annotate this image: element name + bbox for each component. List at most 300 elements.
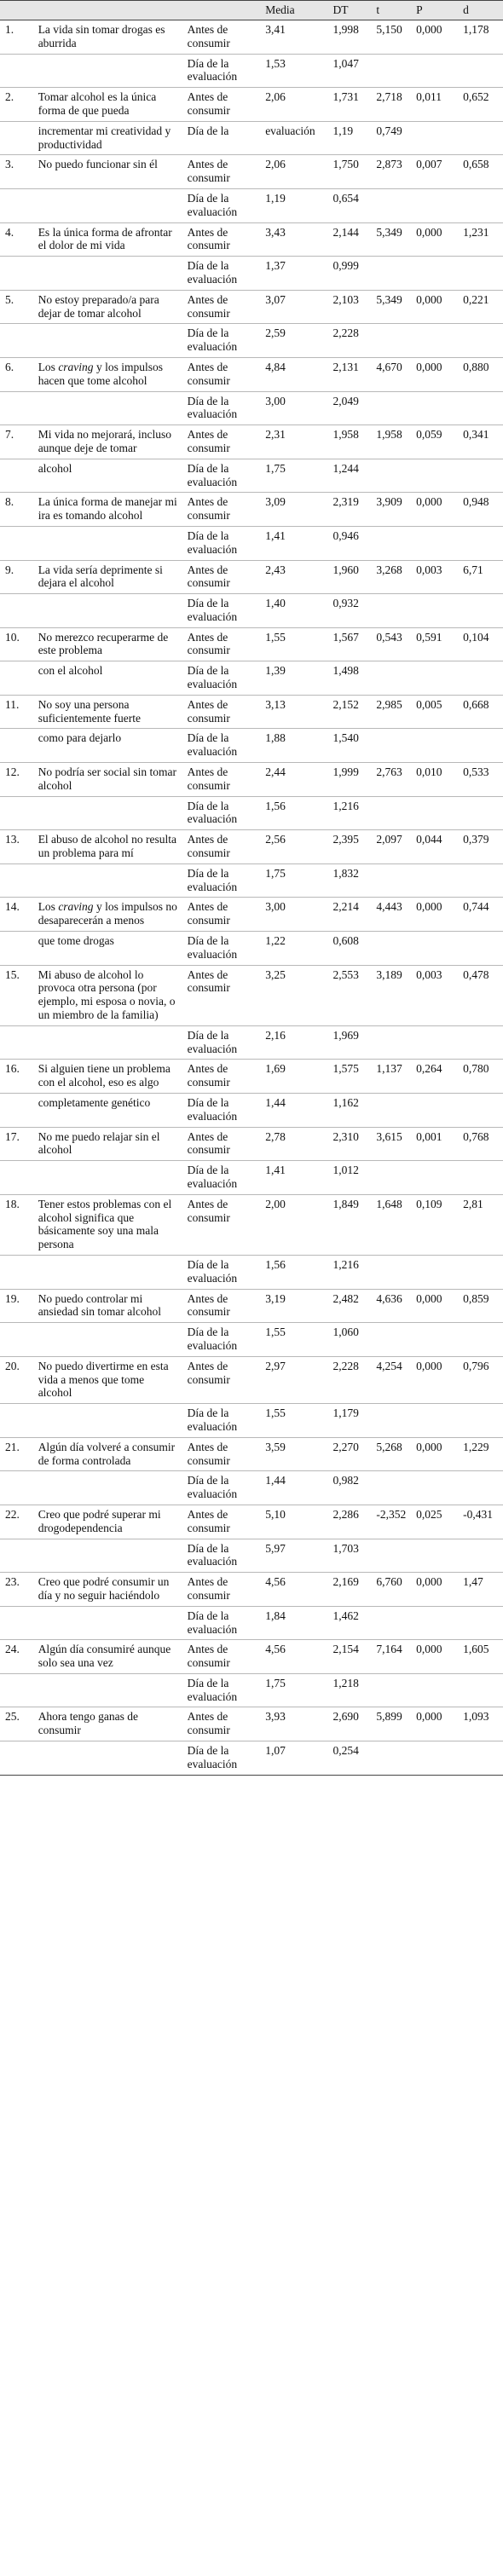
- row-dt-value: 2,154: [332, 1643, 359, 1656]
- row-t-value: [373, 1741, 413, 1776]
- row-media-value: 1,75: [265, 1676, 286, 1689]
- row-media-value: 2,06: [265, 158, 286, 171]
- row-number: 9.: [5, 563, 14, 576]
- row-item-text: Mi abuso de alcohol lo provoca otra persona (por ejemplo, mi esposa o novia, o un miembro de la familia): [38, 967, 176, 1022]
- row-time-label: Antes de consumir: [187, 697, 230, 725]
- row-item-text: [35, 863, 184, 898]
- row-item-text: No merezco recuperarme de este problema: [38, 630, 169, 657]
- row-time-label: Antes de consumir: [187, 1643, 230, 1670]
- row-item-text: incrementar mi creatividad y productividad: [38, 124, 171, 151]
- row-time-label: Día de la evaluación: [187, 1474, 238, 1501]
- table-row: [0, 526, 503, 560]
- table-row: [0, 357, 503, 391]
- row-p-value: [413, 526, 460, 560]
- row-p-value: [413, 391, 460, 425]
- row-p-value: 0,000: [416, 900, 442, 914]
- row-t-value: 7,164: [376, 1643, 402, 1656]
- header-item: [35, 1, 184, 20]
- row-item-text: [35, 1606, 184, 1640]
- row-item-text: Si alguien tiene un problema con el alcohol, eso es algo: [38, 1062, 171, 1089]
- row-time-label: Antes de consumir: [187, 630, 230, 657]
- row-d-value: 2,81: [463, 1197, 483, 1210]
- table-row: [0, 1573, 503, 1607]
- row-dt-value: 2,131: [332, 360, 359, 373]
- table-row: [0, 661, 503, 696]
- row-item-text: [35, 391, 184, 425]
- row-media-value: 1,19: [265, 191, 286, 205]
- row-t-value: 1,648: [376, 1197, 402, 1210]
- row-p-value: [413, 459, 460, 493]
- row-t-value: 3,615: [376, 1129, 402, 1143]
- row-time-label: Antes de consumir: [187, 833, 230, 860]
- row-d-value: [460, 1673, 503, 1707]
- row-d-value: [460, 324, 503, 358]
- row-dt-value: 2,310: [332, 1129, 359, 1143]
- row-item-text: [35, 1673, 184, 1707]
- row-number: 17.: [5, 1129, 20, 1143]
- row-item-text: Creo que podré superar mi drogodependencia: [38, 1507, 161, 1534]
- row-number: [0, 526, 35, 560]
- row-media-value: 2,00: [265, 1197, 286, 1210]
- row-t-value: 2,763: [376, 765, 402, 779]
- row-media-value: 3,59: [265, 1440, 286, 1453]
- row-number: 8.: [5, 495, 14, 509]
- row-number: [0, 1539, 35, 1573]
- row-media-value: 1,39: [265, 664, 286, 678]
- row-media-value: 3,00: [265, 900, 286, 914]
- row-time-label: Día de la evaluación: [187, 1609, 238, 1636]
- row-item-text: El abuso de alcohol no resulta un problema para mí: [38, 833, 177, 860]
- row-time-label: Día de la evaluación: [187, 799, 238, 826]
- table-row: [0, 155, 503, 189]
- table-row: [0, 1161, 503, 1195]
- row-d-value: 0,379: [463, 833, 489, 846]
- table-row: [0, 898, 503, 932]
- row-media-value: 1,88: [265, 731, 286, 745]
- row-time-label: Antes de consumir: [187, 1129, 230, 1157]
- row-p-value: 0,011: [416, 90, 442, 104]
- row-item-text: [35, 324, 184, 358]
- row-item-term: craving: [58, 360, 94, 373]
- row-item-term: craving: [58, 900, 94, 914]
- row-t-value: [373, 1673, 413, 1707]
- row-time-label: Antes de consumir: [187, 495, 230, 523]
- row-d-value: 0,780: [463, 1062, 489, 1076]
- table-row: [0, 1255, 503, 1289]
- table-row: [0, 1673, 503, 1707]
- row-p-value: [413, 1539, 460, 1573]
- row-p-value: [413, 1606, 460, 1640]
- row-number: 11.: [5, 697, 20, 711]
- row-d-value: 1,229: [463, 1440, 489, 1453]
- row-p-value: 0,000: [416, 1575, 442, 1589]
- row-dt-value: 1,012: [332, 1164, 359, 1177]
- row-media-value: 3,09: [265, 495, 286, 509]
- row-p-value: 0,025: [416, 1507, 442, 1521]
- header-media: Media: [262, 1, 329, 20]
- row-dt-value: 1,575: [332, 1062, 359, 1076]
- row-number: [0, 1471, 35, 1505]
- row-media-value: 5,97: [265, 1541, 286, 1555]
- row-p-value: [413, 1255, 460, 1289]
- row-time-label: Antes de consumir: [187, 360, 230, 387]
- row-t-value: [373, 1471, 413, 1505]
- row-number: [0, 1094, 35, 1128]
- row-item-text: con el alcohol: [38, 664, 103, 678]
- row-media-value: 1,53: [265, 56, 286, 70]
- row-media-value: 1,41: [265, 528, 286, 542]
- row-item-text: [35, 594, 184, 628]
- row-item-text: [35, 1741, 184, 1776]
- row-time-label: Día de la evaluación: [187, 731, 238, 759]
- row-number: [0, 1606, 35, 1640]
- row-d-value: [460, 1255, 503, 1289]
- row-d-value: [460, 1323, 503, 1357]
- row-t-value: 3,189: [376, 967, 402, 981]
- row-t-value: 3,909: [376, 495, 402, 509]
- row-d-value: [460, 1025, 503, 1060]
- row-t-value: [373, 391, 413, 425]
- row-time-label: Día de la evaluación: [187, 394, 238, 421]
- row-t-value: 5,349: [376, 225, 402, 239]
- row-p-value: 0,264: [416, 1062, 442, 1076]
- row-d-value: 0,768: [463, 1129, 489, 1143]
- row-p-value: [413, 1094, 460, 1128]
- row-time-label: Día de la evaluación: [187, 326, 238, 354]
- row-media-value: 3,13: [265, 697, 286, 711]
- row-t-value: [373, 863, 413, 898]
- row-media-value: 4,56: [265, 1643, 286, 1656]
- row-dt-value: 2,286: [332, 1507, 359, 1521]
- row-dt-value: 0,654: [332, 191, 359, 205]
- row-dt-value: 1,849: [332, 1197, 359, 1210]
- table-row: [0, 1060, 503, 1094]
- row-time-label: Día de la evaluación: [187, 461, 238, 488]
- row-p-value: [413, 324, 460, 358]
- row-number: 2.: [5, 90, 14, 104]
- row-dt-value: 2,395: [332, 833, 359, 846]
- row-media-value: 1,84: [265, 1609, 286, 1622]
- row-time-label: Día de la evaluación: [187, 1164, 238, 1190]
- row-p-value: 0,003: [416, 563, 442, 576]
- row-dt-value: 0,932: [332, 597, 359, 610]
- row-media-value: 1,69: [265, 1062, 286, 1076]
- row-time-label: Día de la evaluación: [187, 1257, 238, 1285]
- table-row: [0, 1707, 503, 1741]
- row-p-value: [413, 1673, 460, 1707]
- table-row: [0, 493, 503, 527]
- row-time-label: Día de la evaluación: [187, 1326, 238, 1352]
- row-p-value: 0,010: [416, 765, 442, 779]
- row-dt-value: 1,218: [332, 1676, 359, 1689]
- row-number: [0, 324, 35, 358]
- row-number: 25.: [5, 1710, 20, 1724]
- row-dt-value: 1,462: [332, 1609, 359, 1622]
- row-t-value: [373, 796, 413, 830]
- row-p-value: 0,000: [416, 360, 442, 373]
- row-item-text: [35, 1025, 184, 1060]
- row-item-text: [35, 1471, 184, 1505]
- table-body: [0, 20, 503, 1776]
- row-p-value: 0,591: [416, 630, 442, 644]
- row-number: [0, 188, 35, 222]
- row-time-label: Día de la evaluación: [187, 934, 238, 961]
- table-row: [0, 1640, 503, 1674]
- row-t-value: [373, 324, 413, 358]
- row-dt-value: 1,047: [332, 56, 359, 70]
- row-d-value: [460, 1094, 503, 1128]
- row-time-label: Antes de consumir: [187, 967, 230, 995]
- row-item-text: No podría ser social sin tomar alcohol: [38, 765, 177, 792]
- row-item-text: [35, 898, 184, 932]
- row-dt-value: 1,216: [332, 799, 359, 812]
- row-p-value: [413, 1323, 460, 1357]
- row-number: [0, 729, 35, 763]
- row-item-text: que tome drogas: [38, 934, 114, 948]
- row-t-value: [373, 594, 413, 628]
- row-t-value: [373, 1094, 413, 1128]
- row-t-value: [373, 729, 413, 763]
- row-t-value: 4,670: [376, 360, 402, 373]
- row-time-label: Antes de consumir: [187, 563, 230, 590]
- table-row: [0, 425, 503, 459]
- row-dt-value: 2,482: [332, 1291, 359, 1305]
- row-d-value: [460, 932, 503, 966]
- row-item-text: No me puedo relajar sin el alcohol: [38, 1129, 160, 1157]
- row-dt-value: 1,969: [332, 1028, 359, 1042]
- row-item-text: como para dejarlo: [38, 731, 122, 745]
- row-p-value: [413, 257, 460, 291]
- row-item-text: No soy una persona suficientemente fuerte: [38, 697, 142, 725]
- row-d-value: [460, 459, 503, 493]
- row-p-value: 0,059: [416, 428, 442, 442]
- row-item-text: [35, 54, 184, 88]
- row-media-value: 1,55: [265, 630, 286, 644]
- row-p-value: 0,000: [416, 1291, 442, 1305]
- row-p-value: [413, 1404, 460, 1438]
- row-number: [0, 932, 35, 966]
- row-time-label: Día de la evaluación: [187, 259, 238, 286]
- row-d-value: 0,533: [463, 765, 489, 779]
- row-d-value: 1,605: [463, 1643, 489, 1656]
- row-p-value: [413, 1025, 460, 1060]
- table-row: [0, 290, 503, 324]
- row-time-label: Día de la evaluación: [187, 1744, 238, 1770]
- row-number: 3.: [5, 158, 14, 171]
- row-dt-value: 0,999: [332, 259, 359, 273]
- row-media-value: 1,75: [265, 461, 286, 475]
- row-d-value: [460, 188, 503, 222]
- row-d-value: [460, 526, 503, 560]
- row-d-value: [460, 1741, 503, 1776]
- row-t-value: [373, 526, 413, 560]
- row-d-value: 1,47: [463, 1575, 483, 1589]
- row-item-text: [35, 257, 184, 291]
- row-number: [0, 459, 35, 493]
- row-t-value: 6,760: [376, 1575, 402, 1589]
- table-row: [0, 1741, 503, 1776]
- row-number: [0, 54, 35, 88]
- row-d-value: 0,478: [463, 967, 489, 981]
- row-item-text: [35, 1255, 184, 1289]
- row-p-value: [413, 121, 460, 155]
- table-row: [0, 1606, 503, 1640]
- row-dt-value: 1,703: [332, 1541, 359, 1555]
- table-row: [0, 1404, 503, 1438]
- row-number: [0, 1255, 35, 1289]
- row-media-value: 2,97: [265, 1359, 286, 1372]
- row-time-label: Día de la evaluación: [187, 1676, 238, 1703]
- row-dt-value: 1,540: [332, 731, 359, 745]
- table-row: [0, 459, 503, 493]
- row-t-value: [373, 1323, 413, 1357]
- row-media-value: 2,31: [265, 428, 286, 442]
- row-t-value: [373, 54, 413, 88]
- row-p-value: 0,109: [416, 1197, 442, 1210]
- row-d-value: -0,431: [463, 1507, 493, 1521]
- header-number: [0, 1, 35, 20]
- row-t-value: 2,985: [376, 697, 402, 711]
- row-d-value: [460, 729, 503, 763]
- row-number: [0, 1025, 35, 1060]
- row-dt-value: 2,228: [332, 326, 359, 340]
- row-item-text: No puedo divertirme en esta vida a menos que tome alcohol: [38, 1359, 169, 1400]
- row-time-label: Día de la evaluación: [187, 866, 238, 893]
- table-row: [0, 560, 503, 594]
- row-time-label: Antes de consumir: [187, 1359, 230, 1386]
- row-time-label: Día de la evaluación: [187, 1406, 238, 1433]
- row-time-label: Día de la: [187, 124, 229, 137]
- row-media-value: 5,10: [265, 1507, 286, 1521]
- row-item-text: No puedo controlar mi ansiedad sin tomar alcohol: [38, 1291, 162, 1319]
- row-t-value: 5,349: [376, 292, 402, 306]
- row-dt-value: 2,690: [332, 1710, 359, 1724]
- row-number: 20.: [5, 1359, 20, 1372]
- row-t-value: [373, 661, 413, 696]
- header-t: t: [373, 1, 413, 20]
- row-dt-value: 1,162: [332, 1096, 359, 1109]
- row-dt-value: 1,498: [332, 664, 359, 678]
- row-t-value: 2,097: [376, 833, 402, 846]
- table-row: [0, 863, 503, 898]
- row-item-text: Algún día volveré a consumir de forma controlada: [38, 1440, 176, 1467]
- row-t-value: 5,268: [376, 1440, 402, 1453]
- row-time-label: Antes de consumir: [187, 1291, 230, 1319]
- row-media-value: 4,56: [265, 1575, 286, 1589]
- row-number: 16.: [5, 1062, 20, 1076]
- row-t-value: [373, 459, 413, 493]
- table-row: [0, 1289, 503, 1323]
- row-number: [0, 1161, 35, 1195]
- row-d-value: 0,948: [463, 495, 489, 509]
- row-time-label: Día de la evaluación: [187, 664, 238, 691]
- row-dt-value: 1,244: [332, 461, 359, 475]
- row-item-text: La única forma de manejar mi ira es tomando alcohol: [38, 495, 177, 523]
- row-d-value: [460, 594, 503, 628]
- row-p-value: 0,000: [416, 23, 442, 36]
- row-dt-value: 1,567: [332, 630, 359, 644]
- row-item-text: No estoy preparado/a para dejar de tomar alcohol: [38, 292, 159, 320]
- row-time-label: Día de la evaluación: [187, 56, 238, 84]
- row-media-value: 3,25: [265, 967, 286, 981]
- row-t-value: 0,543: [376, 630, 402, 644]
- row-p-value: [413, 863, 460, 898]
- row-p-value: [413, 661, 460, 696]
- row-time-label: Antes de consumir: [187, 428, 230, 454]
- row-number: 14.: [5, 900, 20, 914]
- row-item-text: [35, 357, 184, 391]
- row-item-text: No puedo funcionar sin él: [38, 158, 158, 171]
- row-number: [0, 1741, 35, 1776]
- row-dt-value: 1,19: [332, 124, 354, 137]
- row-t-value: 1,958: [376, 428, 402, 442]
- row-media-value: 3,00: [265, 394, 286, 407]
- row-media-value: 2,78: [265, 1129, 286, 1143]
- row-time-label: Antes de consumir: [187, 225, 230, 252]
- row-p-value: 0,003: [416, 967, 442, 981]
- row-p-value: 0,007: [416, 158, 442, 171]
- row-t-value: [373, 188, 413, 222]
- row-number: 21.: [5, 1440, 20, 1453]
- table-header: [0, 1, 503, 20]
- row-d-value: [460, 54, 503, 88]
- row-number: 10.: [5, 630, 20, 644]
- row-number: 23.: [5, 1575, 20, 1589]
- row-time-label: Día de la evaluación: [187, 1541, 238, 1568]
- row-dt-value: 1,958: [332, 428, 359, 442]
- row-p-value: 0,000: [416, 225, 442, 239]
- table-row: [0, 121, 503, 155]
- row-dt-value: 2,169: [332, 1575, 359, 1589]
- row-t-value: 4,254: [376, 1359, 402, 1372]
- row-p-value: [413, 796, 460, 830]
- row-item-text: Ahora tengo ganas de consumir: [38, 1710, 139, 1737]
- row-d-value: 0,668: [463, 697, 489, 711]
- header-d: d: [460, 1, 503, 20]
- row-item-text: alcohol: [38, 461, 72, 475]
- row-p-value: 0,044: [416, 833, 442, 846]
- row-p-value: 0,001: [416, 1129, 442, 1143]
- row-dt-value: 2,049: [332, 394, 359, 407]
- row-p-value: 0,000: [416, 1710, 442, 1724]
- row-t-value: [373, 932, 413, 966]
- row-number: 5.: [5, 292, 14, 306]
- row-number: [0, 391, 35, 425]
- row-t-value: 5,899: [376, 1710, 402, 1724]
- row-p-value: 0,000: [416, 495, 442, 509]
- row-d-value: 0,880: [463, 360, 489, 373]
- row-number: 4.: [5, 225, 14, 239]
- row-dt-value: 1,999: [332, 765, 359, 779]
- row-p-value: [413, 188, 460, 222]
- row-time-label: Día de la evaluación: [187, 528, 238, 556]
- row-dt-value: 1,998: [332, 23, 359, 36]
- row-dt-value: 2,152: [332, 697, 359, 711]
- row-time-label: Antes de consumir: [187, 158, 230, 185]
- table-row: [0, 763, 503, 797]
- row-d-value: 0,658: [463, 158, 489, 171]
- row-dt-value: 1,832: [332, 866, 359, 880]
- row-number: [0, 1323, 35, 1357]
- row-t-value: [373, 1404, 413, 1438]
- row-item-text-start: Los: [38, 360, 59, 373]
- row-media-value: 3,41: [265, 23, 286, 36]
- row-item-text: Tener estos problemas con el alcohol significa que básicamente soy una mala persona: [38, 1197, 172, 1251]
- row-number: [0, 257, 35, 291]
- row-d-value: [460, 391, 503, 425]
- header-p: P: [413, 1, 460, 20]
- row-media-value: 3,43: [265, 225, 286, 239]
